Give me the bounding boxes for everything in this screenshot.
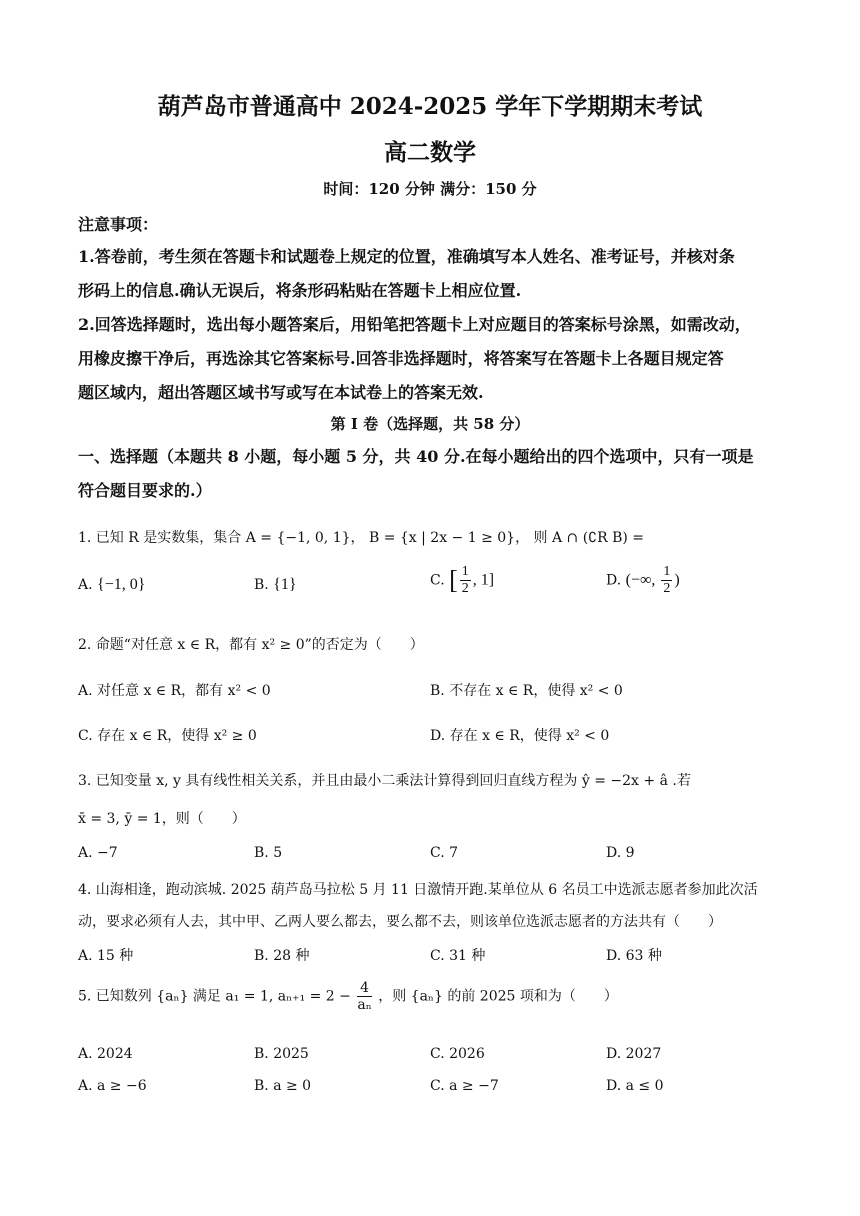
q1-c-denominator: 2 [461, 581, 469, 596]
q2-option-b: B. 不存在 x ∈ R，使得 x² < 0 [430, 683, 623, 699]
notice-item2-line1: 2.回答选择题时，选出每小题答案后，用铅笔把答题卡上对应题目的答案标号涂黑，如需改动， [78, 315, 751, 334]
q1-option-d-fraction [661, 564, 672, 597]
extra-option-d: D. a ≤ 0 [606, 1078, 664, 1094]
q4-option-c: C. 31 种 [430, 948, 486, 964]
q5-text-pre: 5. 已知数列 {aₙ} 满足 a₁ = 1, aₙ₊₁ = 2 − [78, 988, 351, 1005]
question-2-text: 2. 命题“对任意 x ∈ R，都有 x² ≥ 0”的否定为（ ） [78, 637, 424, 653]
q1-option-c-open: [ [449, 565, 458, 595]
question-1-text: 1. 已知 R 是实数集，集合 A = {−1, 0, 1}， B = {x | 2x − 1 ≥ 0}， 则 A ∩ (∁R B) = [78, 530, 645, 546]
question-3-line1: 3. 已知变量 x, y 具有线性相关关系，并且由最小二乘法计算得到回归直线方程为 ŷ = −2x + â .若 [78, 773, 691, 789]
exam-title: 葫芦岛市普通高中 2024-2025 学年下学期期末考试 [157, 93, 703, 120]
q5-option-d: D. 2027 [606, 1046, 662, 1062]
exam-subject: 高二数学 [384, 139, 476, 166]
q1-option-d-label: D. [606, 572, 622, 589]
q1-d-denominator: 2 [663, 581, 671, 596]
q5-denominator: aₙ [357, 997, 372, 1013]
extra-option-c: C. a ≥ −7 [430, 1078, 499, 1094]
q4-option-b: B. 28 种 [254, 948, 310, 964]
q1-option-d [606, 564, 680, 597]
q1-option-c-fraction [460, 564, 471, 597]
q1-option-d-close: ) [674, 571, 680, 589]
q1-option-c-close: , 1] [472, 571, 495, 589]
q3-option-d: D. 9 [606, 845, 635, 861]
question-5-text [78, 980, 618, 1013]
notice-item1-line2: 形码上的信息.确认无误后，将条形码粘贴在答题卡上相应位置. [78, 281, 522, 300]
q2-option-c: C. 存在 x ∈ R，使得 x² ≥ 0 [78, 728, 257, 744]
q2-option-d: D. 存在 x ∈ R，使得 x² < 0 [430, 728, 610, 744]
part-one-heading: 第 I 卷（选择题，共 58 分） [330, 415, 530, 433]
q1-option-c-label: C. [430, 572, 445, 589]
notice-item2-line2: 用橡皮擦干净后，再选涂其它答案标号.回答非选择题时，将答案写在答题卡上各题目规定答 [78, 349, 724, 368]
q5-numerator: 4 [357, 980, 371, 997]
q1-c-numerator: 1 [461, 564, 469, 579]
q1-option-b-value: {1} [273, 576, 297, 593]
section-heading-line1: 一、选择题（本题共 8 小题，每小题 5 分，共 40 分.在每小题给出的四个选项中，只有一项是 [78, 447, 754, 466]
notice-item2-line3: 题区域内，超出答题区域书写或写在本试卷上的答案无效. [78, 383, 484, 402]
q3-option-a: A. −7 [78, 845, 118, 861]
question-4-line2: 动，要求必须有人去，其中甲、乙两人要么都去，要么都不去，则该单位选派志愿者的方法共有（ ） [78, 914, 722, 930]
extra-option-a: A. a ≥ −6 [78, 1078, 147, 1094]
q1-option-c [430, 564, 494, 597]
q1-d-numerator: 1 [663, 564, 671, 579]
q4-option-d: D. 63 种 [606, 948, 662, 964]
notice-heading: 注意事项： [78, 215, 159, 234]
extra-option-b: B. a ≥ 0 [254, 1078, 312, 1094]
time-score: 时间：120 分钟 满分：150 分 [323, 180, 537, 198]
q5-option-b: B. 2025 [254, 1046, 309, 1062]
notice-item1-line1: 1.答卷前，考生须在答题卡和试题卷上规定的位置，准确填写本人姓名、准考证号，并核对条 [78, 247, 735, 266]
question-4-line1: 4. 山海相逢，跑动滨城. 2025 葫芦岛马拉松 5 月 11 日激情开跑.某单位从 6 名员工中选派志愿者参加此次活 [78, 882, 758, 898]
question-3-line2: x̄ = 3, ȳ = 1，则（ ） [78, 811, 246, 827]
q3-option-b: B. 5 [254, 845, 283, 861]
q5-option-a: A. 2024 [78, 1046, 133, 1062]
q5-fraction [357, 980, 371, 1013]
q1-option-a [78, 576, 145, 594]
q1-option-a-value: {−1, 0} [97, 576, 146, 593]
q1-option-a-label: A. [78, 577, 93, 593]
q4-option-a: A. 15 种 [78, 948, 134, 964]
q5-text-post: ，则 {aₙ} 的前 2025 项和为（ ） [378, 988, 618, 1005]
q1-option-d-open: (−∞, [625, 571, 660, 589]
q3-option-c: C. 7 [430, 845, 459, 861]
q1-option-b [254, 576, 297, 594]
q5-option-c: C. 2026 [430, 1046, 485, 1062]
section-heading-line2: 符合题目要求的.） [78, 481, 212, 500]
q1-option-b-label: B. [254, 577, 269, 593]
q2-option-a: A. 对任意 x ∈ R，都有 x² < 0 [78, 683, 271, 699]
